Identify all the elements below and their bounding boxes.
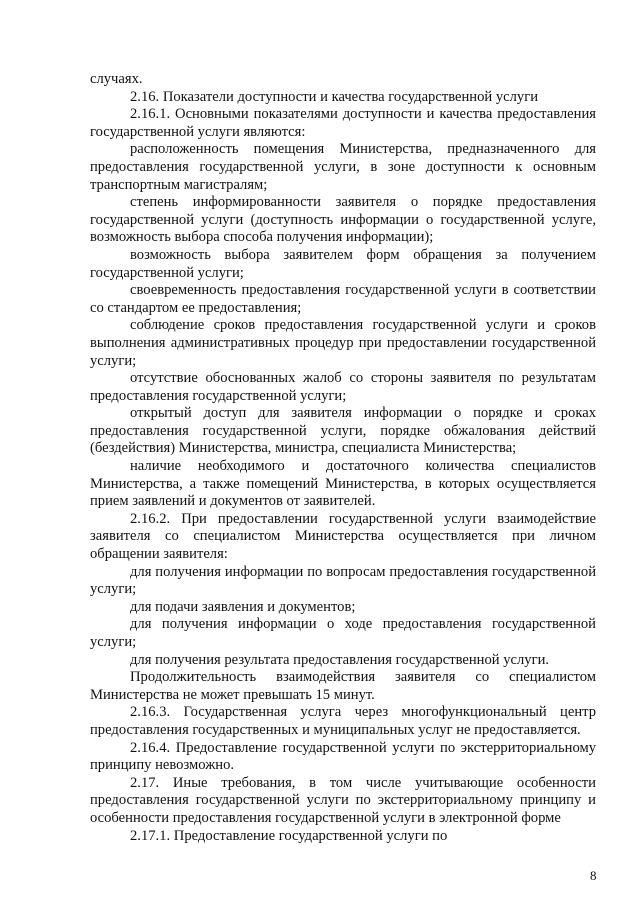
list-item-submit: для подачи заявления и документов; [130, 598, 356, 615]
section-heading-2-16: 2.16. Показатели доступности и качества государственной услуги [130, 88, 539, 105]
list-item-open-access: открытый доступ для заявителя информации о порядке и сроках предоставления государственной услуги, порядке обжалования действий (бездействия) Министерства, министра, специалиста Министерства; [90, 405, 596, 457]
document-body [90, 71, 596, 845]
list-item-timeliness: своевременность предоставления государственной услуги в соответствии со стандартом ее предоставления; [90, 282, 596, 316]
list-item-get-info: для получения информации по вопросам предоставления государственной услуги; [90, 563, 596, 598]
list-item-form-choice: возможность выбора заявителем форм обращения за получением государственной услуги; [90, 246, 596, 281]
paragraph-2-16-3: 2.16.3. Государственная услуга через многофункциональный центр предоставления государственных и муниципальных услуг не предоставляется. [90, 704, 596, 738]
paragraph-2-16-4: 2.16.4. Предоставление государственной услуги по экстерриториальному принципу невозможно. [90, 739, 596, 774]
list-item-staffing: наличие необходимого и достаточного количества специалистов Министерства, а также помещений Министерства, в которых осуществляется прием заявлений и документов от заявителей. [90, 458, 596, 510]
section-heading-2-17: 2.17. Иные требования, в том числе учитывающие особенности предоставления государственной услуги по экстерриториальному принципу и особенности предоставления государственной услуги в электронной форме [90, 774, 596, 826]
list-item-progress: для получения информации о ходе предоставления государственной услуги; [90, 616, 596, 650]
paragraph-2-16-1: 2.16.1. Основными показателями доступности и качества предоставления государственной услуги являются: [90, 106, 596, 140]
list-item-location: расположенность помещения Министерства, предназначенного для предоставления государственной услуги, в зоне доступности к основным транспортным магистралям; [90, 141, 596, 193]
list-item-informedness: степень информированности заявителя о порядке предоставления государственной услуги (доступность информации о государственной услуге, возможность выбора способа получения информации); [90, 194, 596, 246]
paragraph-duration: Продолжительность взаимодействия заявителя со специалистом Министерства не может превышать 15 минут. [90, 669, 596, 703]
list-item-complaints: отсутствие обоснованных жалоб со стороны заявителя по результатам предоставления государственной услуги; [90, 370, 596, 404]
paragraph-2-16-2: 2.16.2. При предоставлении государственной услуги взаимодействие заявителя со специалистом Министерства осуществляется при личном обращении заявителя: [90, 510, 596, 563]
paragraph-continuation: случаях. [90, 71, 143, 87]
list-item-result: для получения результата предоставления государственной услуги. [130, 651, 550, 668]
paragraph-2-17-1: 2.17.1. Предоставление государственной услуги по [130, 827, 448, 844]
page-number: 8 [590, 868, 597, 883]
list-item-deadlines: соблюдение сроков предоставления государственной услуги и сроков выполнения административных процедур при предоставлении государственной услуги; [90, 317, 596, 369]
